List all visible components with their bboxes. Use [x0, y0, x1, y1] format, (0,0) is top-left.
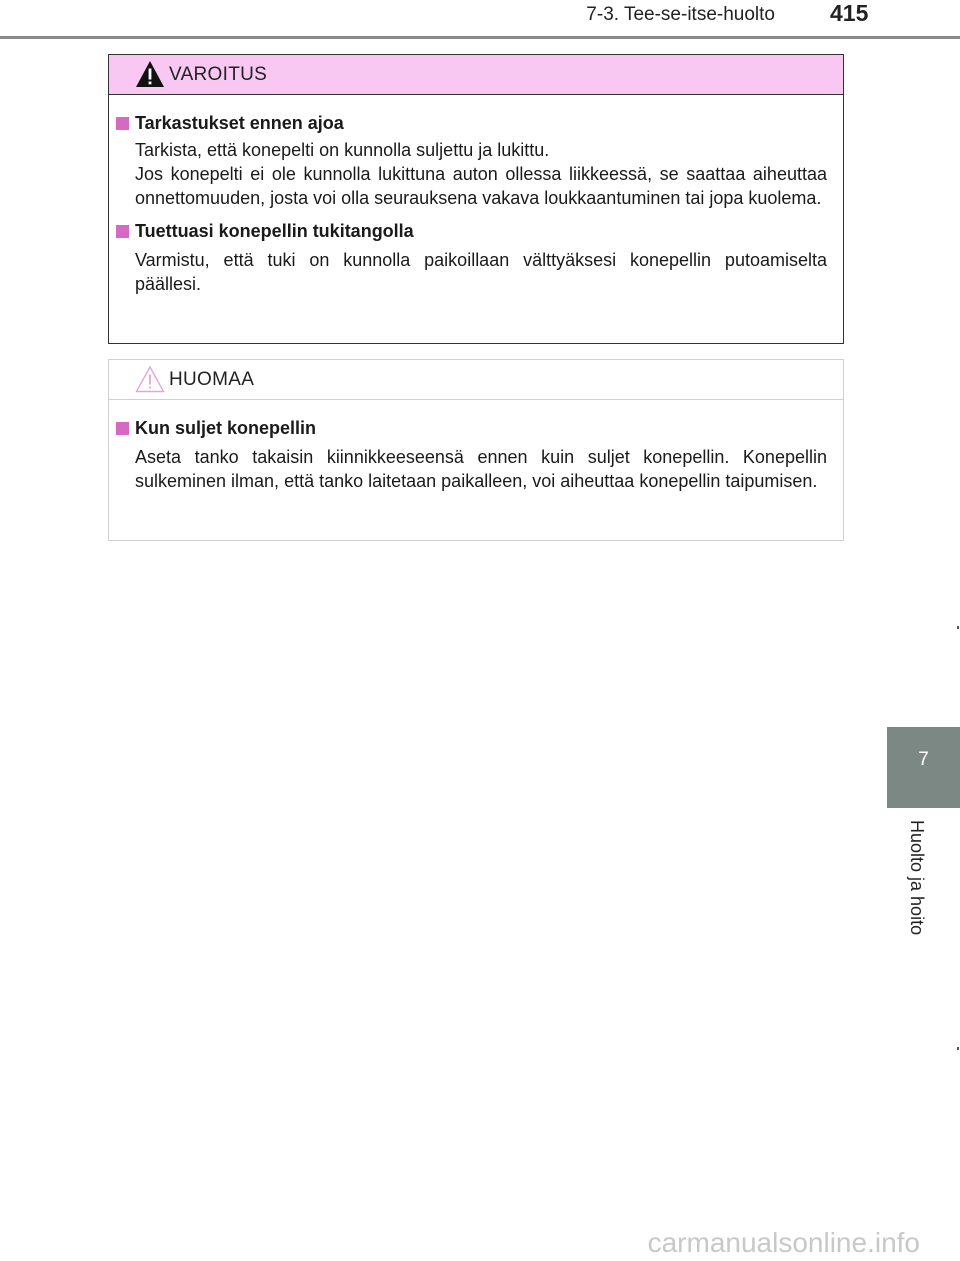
- square-bullet-icon: [116, 225, 129, 238]
- page-number: 415: [830, 0, 869, 26]
- notice-box-body: [109, 400, 843, 493]
- watermark: carmanualsonline.info: [647, 1227, 920, 1258]
- warning-item-title: Tuettuasi konepellin tukitangolla: [135, 221, 414, 241]
- notice-label: HUOMAA: [169, 369, 255, 390]
- warning-icon: [135, 60, 165, 88]
- warning-item-text: Tarkista, että konepelti on kunnolla suljettu ja lukittu.: [135, 140, 550, 160]
- square-bullet-icon: [116, 422, 129, 435]
- notice-item-title: Kun suljet konepellin: [135, 418, 317, 438]
- warning-label: VAROITUS: [169, 64, 268, 85]
- warning-item-text: Jos konepelti ei ole kunnolla lukittuna auton ollessa liikkeessä, se saattaa aiheuttaa onnettomuuden, josta voi olla seurauksena vakava loukkaantuminen tai jopa kuolema.: [135, 164, 827, 208]
- edge-mark: [957, 1047, 959, 1050]
- notice-item: [116, 415, 827, 493]
- warning-item: [116, 110, 827, 210]
- warning-item-text: Varmistu, että tuki on kunnolla paikoillaan välttyäksesi konepellin putoamiselta päällesi.: [135, 250, 827, 294]
- edge-mark: [957, 626, 959, 629]
- chapter-number: 7: [918, 749, 929, 770]
- notice-box-header: [109, 360, 843, 400]
- square-bullet-icon: [116, 117, 129, 130]
- notice-box: [108, 359, 844, 541]
- chapter-title: Huolto ja hoito: [907, 820, 927, 936]
- warning-item: [116, 218, 827, 296]
- section-title: 7-3. Tee-se-itse-huolto: [586, 4, 775, 25]
- warning-box-header: [109, 55, 843, 95]
- chapter-tab: [887, 727, 960, 808]
- notice-item-heading: [116, 415, 827, 441]
- warning-item-heading: [116, 218, 827, 244]
- caution-outline-icon: [135, 365, 165, 393]
- warning-item-heading: [116, 110, 827, 136]
- notice-item-text: Aseta tanko takaisin kiinnikkeeseensä ennen kuin suljet konepellin. Konepellin sulkeminen ilman, että tanko laitetaan paikalleen, voi aiheuttaa konepellin taipumisen.: [135, 447, 827, 491]
- header-rule: [0, 36, 960, 39]
- warning-box-body: [109, 95, 843, 296]
- warning-item-title: Tarkastukset ennen ajoa: [135, 113, 344, 133]
- warning-box: [108, 54, 844, 344]
